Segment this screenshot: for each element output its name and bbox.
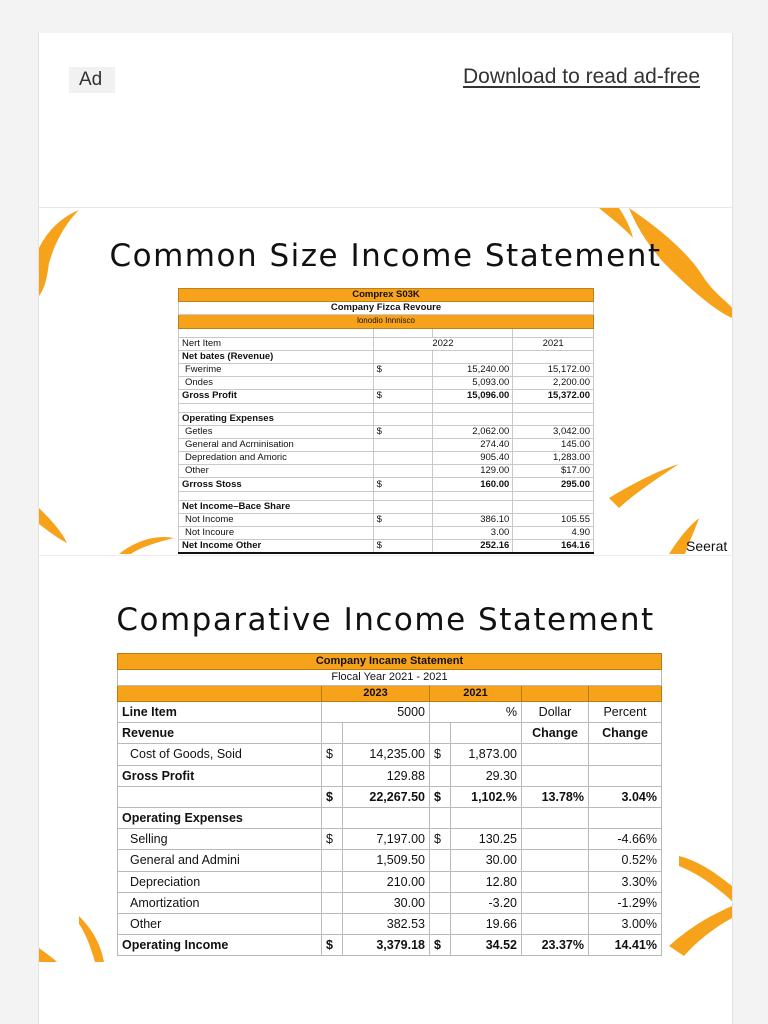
column-header-year-1: 2023 xyxy=(322,686,430,702)
value-year-2: 2,200.00 xyxy=(513,377,594,390)
table-row xyxy=(118,850,662,871)
value-year-2: 19.66 xyxy=(451,913,522,934)
row-label: Not Income xyxy=(179,513,374,526)
column-header-item: Nert Item xyxy=(179,337,374,350)
slide-comparative xyxy=(39,555,732,962)
table-row xyxy=(118,871,662,892)
percent-change: 0.52% xyxy=(589,850,662,871)
currency-symbol: $ xyxy=(430,935,451,956)
value-year-2: 4.90 xyxy=(513,527,594,540)
dollar-change: 13.78% xyxy=(522,786,589,807)
dollar-change xyxy=(522,871,589,892)
value-year-2: 295.00 xyxy=(513,478,594,491)
value-year-1: 210.00 xyxy=(343,871,430,892)
row-label: Cost of Goods, Soid xyxy=(118,744,322,765)
value-year-2: 164.16 xyxy=(513,540,594,554)
table-row xyxy=(118,913,662,934)
currency-symbol: $ xyxy=(430,744,451,765)
table-row xyxy=(179,527,594,540)
column-header-dollar-change: Change xyxy=(522,723,589,744)
table-row xyxy=(118,807,662,828)
value-year-2: 3,042.00 xyxy=(513,425,594,438)
currency-symbol xyxy=(430,913,451,934)
table-row xyxy=(118,765,662,786)
value-year-1: 5,093.00 xyxy=(432,377,513,390)
currency-symbol xyxy=(322,850,343,871)
column-header-5000: 5000 xyxy=(322,702,430,723)
column-header-dollar: Dollar xyxy=(522,702,589,723)
table-row xyxy=(179,363,594,376)
document-page xyxy=(38,33,733,1024)
value-year-2 xyxy=(513,350,594,363)
currency-symbol xyxy=(373,452,432,465)
percent-change: -1.29% xyxy=(589,892,662,913)
percent-change: -4.66% xyxy=(589,829,662,850)
value-year-2: 1,102.% xyxy=(451,786,522,807)
currency-symbol: $ xyxy=(373,425,432,438)
value-year-1: 3,379.18 xyxy=(343,935,430,956)
empty-cell xyxy=(373,403,432,412)
row-label: Operating Expenses xyxy=(118,807,322,828)
dollar-change xyxy=(522,850,589,871)
dollar-change: 23.37% xyxy=(522,935,589,956)
row-label: Gross Profit xyxy=(118,765,322,786)
percent-change: 3.04% xyxy=(589,786,662,807)
currency-symbol: $ xyxy=(373,478,432,491)
currency-symbol xyxy=(322,723,343,744)
row-label: Net bates (Revenue) xyxy=(179,350,374,363)
value-year-2: 12.80 xyxy=(451,871,522,892)
value-year-1: 274.40 xyxy=(432,438,513,451)
currency-symbol xyxy=(322,913,343,934)
column-header-line-item: Line Item xyxy=(118,702,322,723)
value-year-2 xyxy=(513,412,594,425)
currency-symbol xyxy=(373,465,432,478)
currency-symbol: $ xyxy=(373,540,432,554)
value-year-1: 15,096.00 xyxy=(432,390,513,403)
download-ad-free-link[interactable]: Download to read ad-free xyxy=(463,65,700,88)
currency-symbol: $ xyxy=(373,513,432,526)
table-row xyxy=(118,892,662,913)
table-row xyxy=(179,513,594,526)
percent-change xyxy=(589,807,662,828)
table-row xyxy=(179,478,594,491)
row-label: Depreciation xyxy=(118,871,322,892)
table-row xyxy=(118,744,662,765)
table-row xyxy=(179,452,594,465)
currency-symbol: $ xyxy=(430,829,451,850)
row-label: Amortization xyxy=(118,892,322,913)
percent-change: 14.41% xyxy=(589,935,662,956)
table-row xyxy=(179,491,594,500)
table-header-subtitle: Company Fizca Revoure xyxy=(179,302,594,315)
value-year-1: 129.88 xyxy=(343,765,430,786)
value-year-2: -3.20 xyxy=(451,892,522,913)
currency-symbol: $ xyxy=(322,744,343,765)
currency-symbol: $ xyxy=(322,786,343,807)
table-row xyxy=(179,377,594,390)
currency-symbol xyxy=(373,527,432,540)
table-row xyxy=(179,465,594,478)
value-year-2: 145.00 xyxy=(513,438,594,451)
currency-symbol xyxy=(373,412,432,425)
currency-symbol xyxy=(430,850,451,871)
value-year-2: 34.52 xyxy=(451,935,522,956)
value-year-1: 14,235.00 xyxy=(343,744,430,765)
empty-cell xyxy=(373,491,432,500)
percent-change: 3.00% xyxy=(589,913,662,934)
empty-cell xyxy=(179,491,374,500)
row-label: Other xyxy=(118,913,322,934)
currency-symbol: $ xyxy=(373,390,432,403)
currency-symbol xyxy=(373,500,432,513)
value-year-1: 7,197.00 xyxy=(343,829,430,850)
column-header-year-2: 2021 xyxy=(430,686,522,702)
value-year-1 xyxy=(432,500,513,513)
column-header-year-1: 2022 xyxy=(373,337,513,350)
currency-symbol xyxy=(322,765,343,786)
row-label: Grross Stoss xyxy=(179,478,374,491)
slide-title: Comparative Income Statement xyxy=(116,602,655,638)
currency-symbol xyxy=(322,807,343,828)
column-header-year-2: 2021 xyxy=(513,337,594,350)
value-year-1: 905.40 xyxy=(432,452,513,465)
dollar-change xyxy=(522,744,589,765)
author-watermark: Seerat xyxy=(686,538,728,554)
table-header-company: Comprex S03K xyxy=(179,289,594,302)
value-year-2: 30.00 xyxy=(451,850,522,871)
value-year-2: 1,873.00 xyxy=(451,744,522,765)
value-year-1: 386.10 xyxy=(432,513,513,526)
row-label: General and Admini xyxy=(118,850,322,871)
value-year-2: $17.00 xyxy=(513,465,594,478)
column-header-percent-sign: % xyxy=(430,702,522,723)
value-year-1: 1,509.50 xyxy=(343,850,430,871)
percent-change xyxy=(589,744,662,765)
currency-symbol xyxy=(373,438,432,451)
currency-symbol xyxy=(430,807,451,828)
currency-symbol xyxy=(322,871,343,892)
currency-symbol xyxy=(430,765,451,786)
row-label: Not Incoure xyxy=(179,527,374,540)
row-label: Depredation and Amoric xyxy=(179,452,374,465)
currency-symbol: $ xyxy=(430,786,451,807)
common-size-table xyxy=(178,288,594,554)
empty-cell xyxy=(432,491,513,500)
dollar-change xyxy=(522,807,589,828)
table-row xyxy=(179,438,594,451)
column-header-percent: Percent xyxy=(589,702,662,723)
row-label: Other xyxy=(179,465,374,478)
value-year-2 xyxy=(451,723,522,744)
table-row xyxy=(179,500,594,513)
currency-symbol xyxy=(322,892,343,913)
value-year-1 xyxy=(343,807,430,828)
row-label: Gross Profit xyxy=(179,390,374,403)
column-header-percent-change: Change xyxy=(589,723,662,744)
currency-symbol: $ xyxy=(322,829,343,850)
table-row xyxy=(179,390,594,403)
value-year-2 xyxy=(451,807,522,828)
value-year-2: 15,372.00 xyxy=(513,390,594,403)
value-year-2: 1,283.00 xyxy=(513,452,594,465)
row-label: General and Acrninisation xyxy=(179,438,374,451)
currency-symbol xyxy=(430,892,451,913)
table-row xyxy=(118,935,662,956)
currency-symbol xyxy=(430,871,451,892)
table-header-company: Company Incame Statement xyxy=(118,654,662,670)
row-label xyxy=(118,786,322,807)
value-year-2 xyxy=(513,500,594,513)
empty-cell xyxy=(179,403,374,412)
empty-cell xyxy=(432,403,513,412)
value-year-2: 15,172.00 xyxy=(513,363,594,376)
value-year-1: 252.16 xyxy=(432,540,513,554)
value-year-1: 2,062.00 xyxy=(432,425,513,438)
slide-common-size xyxy=(39,207,732,554)
currency-symbol: $ xyxy=(322,935,343,956)
row-label: Operating Income xyxy=(118,935,322,956)
ad-label: Ad xyxy=(69,67,115,93)
currency-symbol xyxy=(373,350,432,363)
table-row xyxy=(179,412,594,425)
value-year-1: 3.00 xyxy=(432,527,513,540)
value-year-2: 130.25 xyxy=(451,829,522,850)
table-row xyxy=(179,540,594,554)
row-label: Net Income–Bace Share xyxy=(179,500,374,513)
table-header-fiscal-year: Flocal Year 2021 - 2021 xyxy=(118,670,662,686)
value-year-1: 382.53 xyxy=(343,913,430,934)
dollar-change xyxy=(522,913,589,934)
empty-cell xyxy=(513,491,594,500)
value-year-1: 30.00 xyxy=(343,892,430,913)
row-label: Ondes xyxy=(179,377,374,390)
value-year-1: 22,267.50 xyxy=(343,786,430,807)
table-row xyxy=(118,723,662,744)
common-size-table-body xyxy=(179,350,594,553)
currency-symbol xyxy=(373,377,432,390)
dollar-change xyxy=(522,765,589,786)
dollar-change xyxy=(522,892,589,913)
value-year-2: 29.30 xyxy=(451,765,522,786)
dollar-change xyxy=(522,829,589,850)
value-year-1: 15,240.00 xyxy=(432,363,513,376)
value-year-2: 105.55 xyxy=(513,513,594,526)
table-header-period: lonodio Innnisco xyxy=(179,315,594,328)
table-row xyxy=(179,425,594,438)
value-year-1: 129.00 xyxy=(432,465,513,478)
table-row xyxy=(118,829,662,850)
currency-symbol: $ xyxy=(373,363,432,376)
percent-change: 3.30% xyxy=(589,871,662,892)
table-row xyxy=(118,786,662,807)
row-label: Operating Expenses xyxy=(179,412,374,425)
percent-change xyxy=(589,765,662,786)
value-year-1 xyxy=(432,350,513,363)
table-row xyxy=(179,350,594,363)
slide-title: Common Size Income Statement xyxy=(109,238,662,274)
row-label: Fwerime xyxy=(179,363,374,376)
row-label: Net Income Other xyxy=(179,540,374,554)
value-year-1: 160.00 xyxy=(432,478,513,491)
value-year-1 xyxy=(432,412,513,425)
empty-cell xyxy=(513,403,594,412)
table-row xyxy=(179,403,594,412)
comparative-table xyxy=(117,653,662,956)
row-label: Selling xyxy=(118,829,322,850)
value-year-1 xyxy=(343,723,430,744)
row-label: Revenue xyxy=(118,723,322,744)
currency-symbol xyxy=(430,723,451,744)
comparative-table-body xyxy=(118,723,662,956)
row-label: Getles xyxy=(179,425,374,438)
